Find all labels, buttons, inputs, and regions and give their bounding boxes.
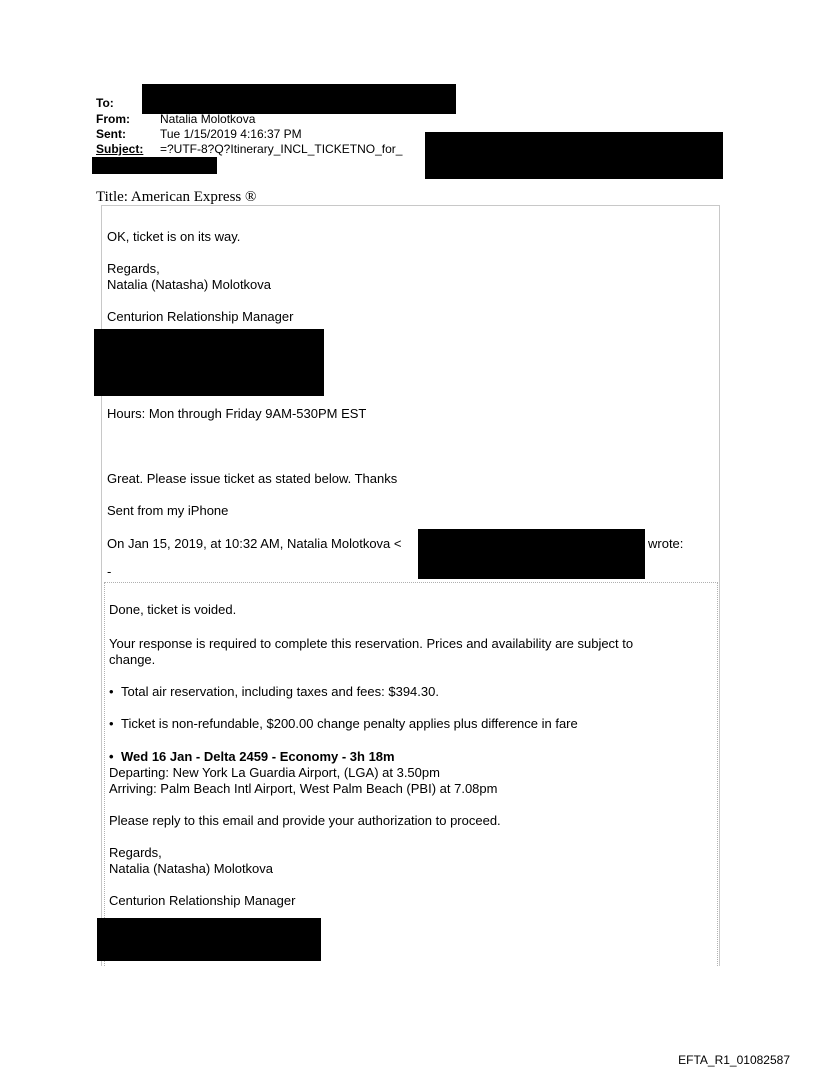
reply-signature-role: Centurion Relationship Manager bbox=[107, 309, 294, 324]
reply-hours: Hours: Mon through Friday 9AM-530PM EST bbox=[107, 406, 367, 421]
quoted-total: Total air reservation, including taxes and fees: $394.30. bbox=[121, 684, 439, 699]
quoted-please-reply: Please reply to this email and provide your authorization to proceed. bbox=[109, 813, 501, 828]
bullet-ticket: • bbox=[109, 716, 114, 731]
from-value: Natalia Molotkova bbox=[160, 112, 256, 126]
message-great: Great. Please issue ticket as stated below. Thanks bbox=[107, 471, 398, 486]
document-title: Title: American Express ® bbox=[96, 189, 257, 205]
subject-label: Subject: bbox=[96, 142, 144, 156]
quoted-response-line2: change. bbox=[109, 652, 156, 667]
message-dash: - bbox=[107, 564, 112, 579]
quoted-arriving: Arriving: Palm Beach Intl Airport, West Palm Beach (PBI) at 7.08pm bbox=[109, 781, 498, 796]
bullet-total: • bbox=[109, 684, 114, 699]
redaction-subject-wrap bbox=[92, 157, 217, 174]
reply-line: OK, ticket is on its way. bbox=[107, 229, 241, 244]
redaction-subject bbox=[425, 132, 723, 179]
redaction-signature-contact bbox=[94, 329, 324, 396]
from-label: From: bbox=[96, 112, 130, 126]
redaction-quoted-signature bbox=[97, 918, 321, 961]
reply-signature-name: Natalia (Natasha) Molotkova bbox=[107, 277, 272, 292]
to-label: To: bbox=[96, 96, 114, 110]
subject-value: =?UTF-8?Q?Itinerary_INCL_TICKETNO_for_ bbox=[160, 142, 403, 156]
redaction-to bbox=[142, 84, 456, 114]
sent-label: Sent: bbox=[96, 127, 126, 141]
quoted-response-line1: Your response is required to complete this reservation. Prices and availability are subject to bbox=[109, 636, 634, 651]
quoted-flight-heading: Wed 16 Jan - Delta 2459 - Economy - 3h 18m bbox=[121, 749, 395, 764]
quoted-departing: Departing: New York La Guardia Airport, (LGA) at 3.50pm bbox=[109, 765, 440, 780]
message-on-wrote-prefix: On Jan 15, 2019, at 10:32 AM, Natalia Molotkova < bbox=[107, 536, 402, 551]
quoted-regards: Regards, bbox=[109, 845, 162, 860]
reply-regards: Regards, bbox=[107, 261, 160, 276]
quoted-signature-name: Natalia (Natasha) Molotkova bbox=[109, 861, 274, 876]
quoted-signature-role: Centurion Relationship Manager bbox=[109, 893, 296, 908]
document-id: EFTA_R1_01082587 bbox=[678, 1053, 790, 1067]
message-sent-from: Sent from my iPhone bbox=[107, 503, 229, 518]
redaction-email-address bbox=[418, 529, 645, 579]
sent-value: Tue 1/15/2019 4:16:37 PM bbox=[160, 127, 302, 141]
quoted-ticket: Ticket is non-refundable, $200.00 change penalty applies plus difference in fare bbox=[121, 716, 578, 731]
quoted-done: Done, ticket is voided. bbox=[109, 602, 237, 617]
bullet-flight: • bbox=[109, 749, 114, 764]
message-on-wrote-suffix: wrote: bbox=[648, 536, 684, 551]
